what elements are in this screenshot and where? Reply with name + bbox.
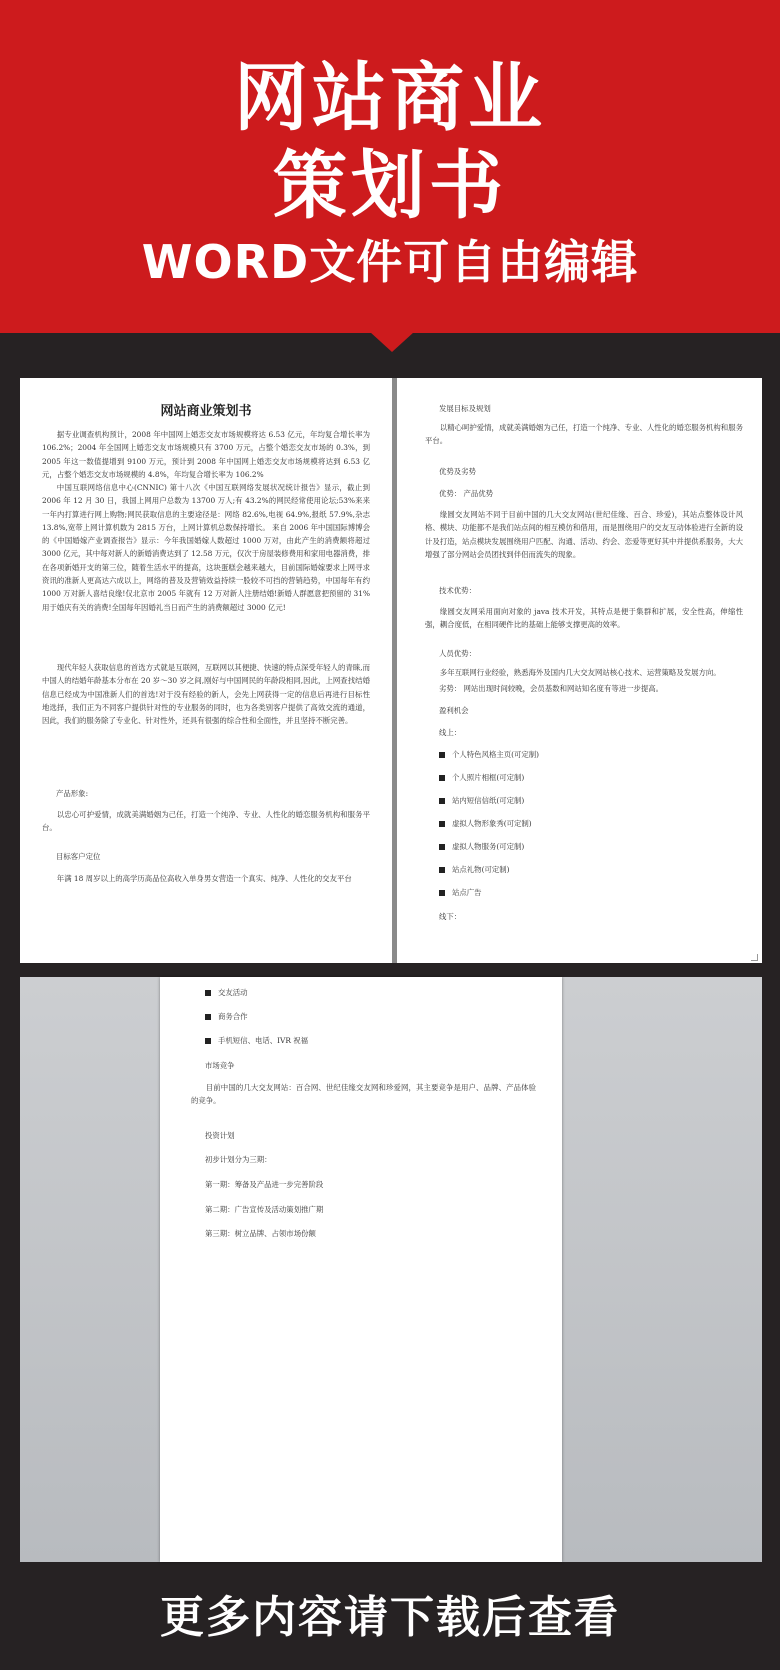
list-item: 商务合作 xyxy=(205,1011,248,1022)
banner-title-line1: 网站商业 xyxy=(234,55,546,141)
heading-market-competition: 市场竞争 xyxy=(205,1061,235,1070)
banner-title-line2: 策划书 xyxy=(273,143,507,229)
list-item: 虚拟人物服务(可定制) xyxy=(439,841,524,852)
bullet-square-icon xyxy=(439,821,445,827)
list-item: 站点广告 xyxy=(439,887,482,898)
heading-investment-plan: 投资计划 xyxy=(205,1131,235,1140)
banner-pointer-triangle xyxy=(370,332,414,352)
bullet-square-icon xyxy=(439,775,445,781)
bullet-square-icon xyxy=(205,1038,211,1044)
bullet-square-icon xyxy=(205,990,211,996)
document-page-left xyxy=(20,378,392,963)
bullet-square-icon xyxy=(439,844,445,850)
document-title: 网站商业策划书 xyxy=(160,404,252,419)
paragraph-market-forecast: 据专业调查机构预计，2008 年中国网上婚恋交友市场规模将达 6.53 亿元，年均复合增长率为 106.2%；2004 年全国网上婚恋交友市场规模只有 3700 万元，占整个婚恋交友市场的 0.3%，到 2005 年这一数值提增到 9100 万元，预计到 2008 年中国网上婚恋交友市场规模将达到 6.53 亿元，占整个婚恋交友市场规模的 4.8%，年均复合增长率为 106.2% xyxy=(42,430,370,479)
bullet-square-icon xyxy=(205,1014,211,1020)
heading-profit-opportunity: 盈利机会 xyxy=(439,706,469,715)
list-item: 个人照片相框(可定制) xyxy=(439,772,524,783)
bullet-square-icon xyxy=(439,798,445,804)
list-item: 站点礼物(可定制) xyxy=(439,864,510,875)
paragraph-product-advantage: 缘圆交友网站不同于目前中国的几大交友网站(世纪佳缘、百合、珍爱)，其站点整体设计风格、模块、功能都不是我们站点间的相互模仿和借用，而是围绕用户的交友互动体验进行全新的设计及打造，站点模块发展围绕用户匹配、沟通、活动、约会、恋爱等更好其中并提供系服务，大大增强了部分网站会员团找到伴侣而流失的现象。 xyxy=(425,510,743,559)
label-offline: 线下： xyxy=(439,912,462,921)
paragraph-staff-advantage: 多年互联网行业经验，熟悉海外及国内几大交友网站核心技术、运营策略及发展方向。 xyxy=(439,668,721,677)
plan-phase-2: 第二期：广告宣传及活动策划推广期 xyxy=(205,1205,324,1214)
heading-staff-advantage: 人员优势： xyxy=(439,649,476,658)
list-item: 个人特色风格主页(可定制) xyxy=(439,749,539,760)
paragraph-tech-advantage: 缘圆交友网采用面向对象的 java 技术开发，其特点是便于集群和扩展，安全性高，伸缩性强，耦合度低，在相同硬件比的基础上能够支撑更高的效率。 xyxy=(425,607,743,630)
paragraph-market-competition: 目前中国的几大交友网站：百合网、世纪佳缘交友网和珍爱网，其主要竞争是用户、品牌、产品体验的竞争。 xyxy=(191,1083,536,1106)
heading-strengths-weaknesses: 优势及劣势 xyxy=(439,467,476,476)
list-item: 站内短信信纸(可定制) xyxy=(439,795,524,806)
bullet-square-icon xyxy=(439,867,445,873)
heading-development-goal: 发展目标及规划 xyxy=(439,404,491,413)
document-page-third xyxy=(160,977,562,1562)
list-item: 手机短信、电话、IVR 祝福 xyxy=(205,1035,308,1046)
bullet-square-icon xyxy=(439,752,445,758)
page-corner-mark xyxy=(751,954,758,961)
list-item: 交友活动 xyxy=(205,987,248,998)
download-prompt: 更多内容请下载后查看 xyxy=(160,1592,620,1643)
paragraph-product-image: 以忠心可护爱情，成就美满婚姻为己任，打造一个纯净、专业、人性化的婚恋服务机构和服务平台。 xyxy=(42,810,370,833)
banner-subtitle: WORD文件可自由编辑 xyxy=(141,235,639,289)
document-page-right xyxy=(397,378,762,963)
heading-tech-advantage: 技术优势： xyxy=(439,586,476,595)
paragraph-development-goal: 以精心呵护爱情，成就美满婚姻为己任，打造一个纯净、专业、人性化的婚恋服务机构和服务平台。 xyxy=(425,423,743,446)
document-view-second xyxy=(20,977,762,1562)
label-plan-intro: 初步计划分为三期： xyxy=(205,1155,272,1164)
plan-phase-1: 第一期：筹备及产品进一步完善阶段 xyxy=(205,1180,324,1189)
header-banner xyxy=(0,0,780,333)
label-online: 线上： xyxy=(439,728,462,737)
list-item: 虚拟人物形象秀(可定制) xyxy=(439,818,532,829)
paragraph-cnnic-report: 中国互联网络信息中心(CNNIC) 第十八次《中国互联网络发展状况统计报告》显示，截止到 2006 年 12 月 30 日，我国上网用户总数为 13700 万人;有 43.2%的网民经常使用论坛;53%来来一年内打算进行网上购物;网民获取信息的主要途径是：网络 82.6%,电视 64.9%,报纸 57.9%,杂志 13.8%,宽带上网计算机数为 2815 万台，上网计算机总数保持增长。 来自 2006 年中国国际博博会的《中国婚嫁产业调查报告》显示：今年我国婚嫁人数超过 1000 万对，由此产生的消费额将超过 3000 亿元，其中每对新人的新婚消费达到了 12.58 万元，仅次于房屋装修费用和家用电器消费，排在各项新婚开支的第三位，随着生活水平的提高，这块蛋糕会越来越大，目前国际婚嫁要求上网寻求资讯的准新人更高达六成以上，网络的普及及营销效益持续一股较不可挡的营销趋势，中国每年有约 1000 万对新人喜结良缘!仅北京市 2005 年就有 12 万对新人注册结婚!新婚人群愿意把预留的 31%用于婚庆有关的消费!全国每年因婚礼当日而产生的消费额超过 3000 亿元! xyxy=(42,483,370,612)
heading-target-customer: 目标客户定位 xyxy=(56,852,101,861)
bullet-square-icon xyxy=(439,890,445,896)
label-product-advantage: 优势： 产品优势 xyxy=(439,489,494,498)
paragraph-young-users: 现代年轻人获取信息的首选方式就是互联网，互联网以其便捷、快速的特点深受年轻人的青睐,而中国人的结婚年龄基本分布在 20 岁～30 岁之间,刚好与中国网民的年龄段相同,因此，上网查找结婚信息已经成为中国准新人们的首选!对于没有经验的新人，会先上网获得一定的信息后再进行目标性地选择，我们正为不同客户提供针对性的专业服务的同时，也为各类别客户提供了高效交流的通道，因此，我们的服务除了专业化、针对性外，还具有很强的综合性和全面性，并且坚持不断完善。 xyxy=(42,663,370,726)
paragraph-target-customer: 年满 18 周岁以上的高学历高品位高收入单身男女营造一个真实、纯净、人性化的交友平台 xyxy=(56,874,352,883)
heading-product-image: 产品形象: xyxy=(56,789,89,798)
paragraph-weakness: 劣势： 网站出现时间较晚，会员基数和网站知名度有等进一步提高。 xyxy=(439,684,664,693)
plan-phase-3: 第三期：树立品牌、占领市场份额 xyxy=(205,1229,316,1238)
